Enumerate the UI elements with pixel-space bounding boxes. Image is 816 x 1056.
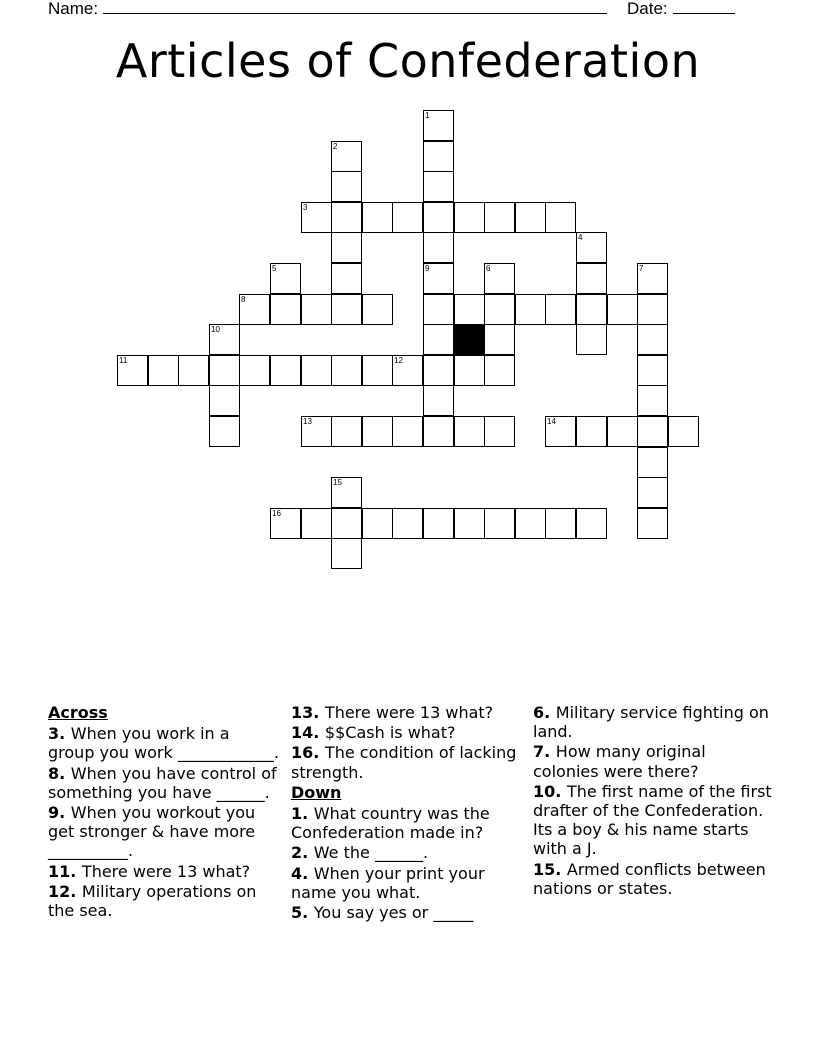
grid-cell[interactable] (331, 508, 362, 539)
clue-text: You say yes or _____ (313, 903, 474, 923)
grid-cell[interactable] (637, 294, 668, 325)
clue-text: When you workout you get stronger & have more __________. (48, 803, 256, 861)
name-label: Name: (48, 0, 99, 18)
grid-cell[interactable] (576, 263, 607, 294)
grid-cell[interactable] (270, 294, 301, 325)
clue-number-label: 2. (291, 843, 314, 863)
grid-cell[interactable] (178, 355, 209, 386)
grid-cell[interactable] (392, 355, 423, 386)
clue-text: When you have control of something you have ______. (48, 763, 277, 802)
grid-cell[interactable] (331, 294, 362, 325)
clue-number: 11 (119, 356, 128, 365)
clue-text: There were 13 what? (81, 861, 251, 881)
clue-number-label: 3. (48, 724, 71, 744)
clue-item (48, 882, 280, 920)
grid-cell[interactable] (423, 232, 454, 263)
grid-cell[interactable] (423, 171, 454, 202)
clue-number: 13 (303, 417, 312, 426)
grid-cell[interactable] (484, 263, 515, 294)
clue-text: Military operations on the sea. (48, 881, 257, 921)
clue-item (533, 860, 773, 898)
grid-cell[interactable] (423, 263, 454, 294)
clue-item (48, 862, 280, 881)
grid-cell[interactable] (515, 202, 546, 233)
clue-number: 12 (394, 356, 403, 365)
grid-cell[interactable] (545, 202, 576, 233)
grid-cell[interactable] (423, 294, 454, 325)
clue-number-label: 6. (533, 703, 556, 722)
grid-cell[interactable] (301, 508, 332, 539)
clue-number-label: 9. (48, 803, 71, 823)
clue-number: 9 (425, 264, 430, 273)
grid-cell[interactable] (423, 141, 454, 172)
clue-number: 15 (333, 478, 342, 487)
clue-number-label: 1. (291, 804, 314, 824)
clue-text: Armed conflicts between nations or states. (533, 859, 766, 898)
grid-cell[interactable] (545, 416, 576, 447)
clue-number-label: 12. (48, 881, 82, 901)
grid-cell[interactable] (668, 416, 699, 447)
clue-item (48, 764, 280, 802)
shaded-cell (454, 324, 485, 355)
grid-cell[interactable] (301, 202, 332, 233)
grid-cell[interactable] (423, 355, 454, 386)
clue-number-label: 7. (533, 742, 556, 762)
grid-cell[interactable] (392, 508, 423, 539)
grid-cell[interactable] (576, 294, 607, 325)
clue-item (48, 724, 280, 762)
grid-cell[interactable] (576, 508, 607, 539)
clue-text: $$Cash is what? (324, 723, 456, 743)
clue-text: Military service fighting on land. (533, 703, 769, 742)
page-title: Articles of Confederation (115, 34, 701, 88)
clue-number-label: 14. (291, 723, 325, 743)
grid-cell[interactable] (362, 294, 393, 325)
grid-cell[interactable] (515, 508, 546, 539)
clue-item (291, 804, 523, 842)
clue-text: We the ______. (313, 843, 429, 863)
grid-cell[interactable] (423, 110, 454, 141)
clue-number: 4 (578, 233, 583, 242)
clue-column-1 (48, 703, 280, 921)
grid-cell[interactable] (423, 416, 454, 447)
grid-cell[interactable] (576, 416, 607, 447)
clue-column-3 (533, 703, 773, 899)
clue-item (48, 803, 280, 861)
clue-text: What country was the Confederation made in? (291, 804, 490, 843)
grid-cell[interactable] (301, 355, 332, 386)
grid-cell[interactable] (454, 508, 485, 539)
grid-cell[interactable] (607, 416, 638, 447)
grid-cell[interactable] (209, 355, 240, 386)
clue-number: 3 (303, 203, 308, 212)
grid-cell[interactable] (484, 416, 515, 447)
grid-cell[interactable] (423, 508, 454, 539)
clue-text: When you work in a group you work ____________. (48, 724, 279, 763)
clue-number-label: 10. (533, 781, 567, 801)
grid-cell[interactable] (423, 202, 454, 233)
grid-cell[interactable] (484, 324, 515, 355)
clue-text: The condition of lacking strength. (291, 743, 517, 782)
grid-cell[interactable] (484, 202, 515, 233)
clue-number: 10 (211, 325, 220, 334)
grid-cell[interactable] (454, 355, 485, 386)
grid-cell[interactable] (362, 508, 393, 539)
grid-cell[interactable] (637, 416, 668, 447)
clue-number-label: 13. (291, 703, 325, 722)
clue-item (291, 743, 523, 781)
grid-cell[interactable] (209, 416, 240, 447)
grid-cell[interactable] (637, 263, 668, 294)
grid-cell[interactable] (331, 202, 362, 233)
grid-cell[interactable] (423, 324, 454, 355)
clue-text: How many original colonies were there? (533, 742, 706, 781)
clue-item (291, 723, 523, 742)
grid-cell[interactable] (607, 294, 638, 325)
clue-number-label: 5. (291, 903, 314, 923)
grid-cell[interactable] (301, 294, 332, 325)
grid-cell[interactable] (454, 294, 485, 325)
grid-cell[interactable] (484, 508, 515, 539)
grid-cell[interactable] (362, 202, 393, 233)
grid-cell[interactable] (270, 508, 301, 539)
clue-number-label: 11. (48, 861, 82, 881)
clue-item (533, 703, 773, 741)
grid-cell[interactable] (209, 385, 240, 416)
grid-cell[interactable] (454, 202, 485, 233)
clue-text: The first name of the first drafter of the Confederation. Its a boy & his name starts with a J. (533, 781, 772, 859)
grid-cell[interactable] (239, 294, 270, 325)
clue-item (533, 742, 773, 780)
clue-number-label: 16. (291, 743, 325, 763)
grid-cell[interactable] (148, 355, 179, 386)
grid-cell[interactable] (637, 324, 668, 355)
grid-cell[interactable] (331, 355, 362, 386)
grid-cell[interactable] (331, 477, 362, 508)
clue-item (291, 864, 523, 902)
clue-item (291, 703, 523, 722)
clue-number: 5 (272, 264, 277, 273)
grid-cell[interactable] (423, 385, 454, 416)
clue-number-label: 8. (48, 763, 71, 783)
clue-number: 16 (272, 509, 281, 518)
clue-item (291, 843, 523, 862)
section-heading-down: Down (291, 782, 342, 802)
clue-number: 8 (241, 295, 246, 304)
clue-number: 6 (486, 264, 491, 273)
clue-column-2 (291, 703, 523, 923)
grid-cell[interactable] (270, 263, 301, 294)
grid-cell[interactable] (270, 355, 301, 386)
clue-number: 7 (639, 264, 644, 273)
grid-cell[interactable] (331, 538, 362, 569)
clue-text: When your print your name you what. (291, 863, 485, 902)
section-heading-across: Across (48, 703, 108, 722)
grid-cell[interactable] (239, 355, 270, 386)
grid-cell[interactable] (637, 355, 668, 386)
clue-text: There were 13 what? (324, 703, 494, 722)
grid-cell[interactable] (117, 355, 148, 386)
date-label: Date: (627, 0, 668, 18)
clue-number-label: 4. (291, 863, 314, 883)
grid-cell[interactable] (484, 355, 515, 386)
grid-cell[interactable] (331, 263, 362, 294)
grid-cell[interactable] (637, 447, 668, 478)
grid-cell[interactable] (209, 324, 240, 355)
grid-cell[interactable] (515, 294, 546, 325)
grid-cell[interactable] (484, 294, 515, 325)
grid-cell[interactable] (576, 232, 607, 263)
clue-number: 2 (333, 142, 338, 151)
clue-number-label: 15. (533, 859, 567, 879)
grid-cell[interactable] (637, 508, 668, 539)
grid-cell[interactable] (301, 416, 332, 447)
clue-number: 1 (425, 111, 430, 120)
grid-cell[interactable] (331, 171, 362, 202)
grid-cell[interactable] (331, 232, 362, 263)
grid-cell[interactable] (576, 324, 607, 355)
grid-cell[interactable] (331, 416, 362, 447)
clue-item (533, 782, 773, 859)
grid-cell[interactable] (331, 141, 362, 172)
grid-cell[interactable] (392, 202, 423, 233)
grid-cell[interactable] (392, 416, 423, 447)
clue-item (291, 903, 523, 922)
grid-cell[interactable] (637, 477, 668, 508)
grid-cell[interactable] (637, 385, 668, 416)
clue-number: 14 (547, 417, 556, 426)
grid-cell[interactable] (362, 355, 393, 386)
grid-cell[interactable] (545, 508, 576, 539)
grid-cell[interactable] (454, 416, 485, 447)
grid-cell[interactable] (362, 416, 393, 447)
grid-cell[interactable] (545, 294, 576, 325)
